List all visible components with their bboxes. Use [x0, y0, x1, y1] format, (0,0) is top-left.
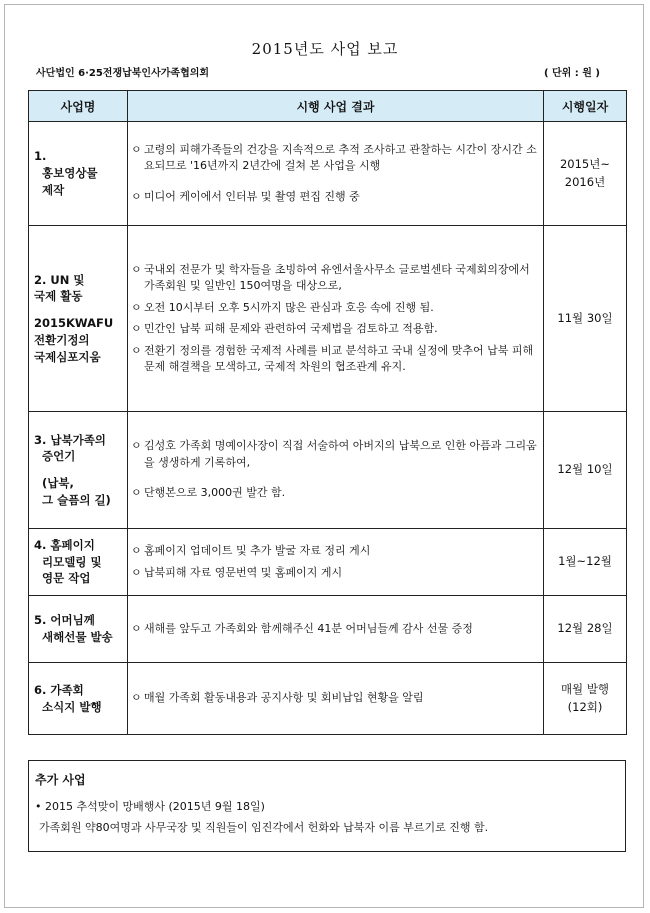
project-name-line: 국제 활동 [34, 289, 83, 304]
result-cell [128, 596, 544, 663]
result-text: 납북피해 자료 영문번역 및 홈페이지 게시 [144, 565, 343, 579]
result-item [131, 485, 540, 502]
circle-bullet-icon: ㅇ [131, 691, 142, 705]
project-name-cell [29, 122, 128, 226]
project-name-cell [29, 529, 128, 596]
header-project-name: 사업명 [29, 91, 128, 122]
project-name-line: 홍보영상물 [42, 166, 98, 181]
date-cell: 매월 발행 (12회) [544, 663, 627, 735]
result-item [131, 189, 540, 206]
project-name-line [34, 465, 123, 475]
circle-bullet-icon: ㅇ [131, 486, 142, 500]
additional-projects-title: 추가 사업 [35, 773, 86, 787]
result-item [131, 343, 540, 376]
circle-bullet-icon: ㅇ [131, 544, 142, 557]
table-row [29, 529, 627, 596]
additional-project-item: • 2015 추석맞이 망배행사 (2015년 9월 18일) [35, 800, 265, 813]
project-name-line: 4. 홈페이지 [34, 537, 95, 552]
date-cell: 11월 30일 [544, 226, 627, 412]
table-row [29, 663, 627, 735]
result-text: 민간인 납북 피해 문제와 관련하여 국제법을 검토하고 적용함. [144, 322, 438, 335]
table-row [29, 226, 627, 412]
result-text: 국내외 전문가 및 학자들을 초빙하여 유엔서울사무소 글로벌센타 국제회의장에서 가족회원 및 일반인 150여명을 대상으로, [144, 262, 530, 292]
result-item [131, 262, 540, 295]
project-name-cell [29, 226, 128, 412]
result-cell [128, 663, 544, 735]
project-name-line: 증언기 [42, 449, 76, 464]
result-text: 홈페이지 업데이트 및 추가 발굴 자료 정리 게시 [144, 544, 371, 557]
header-result: 시행 사업 결과 [128, 91, 544, 122]
project-name-line: 6. 가족회 [34, 682, 84, 697]
result-text: 전환기 정의를 경험한 국제적 사례를 비교 분석하고 국내 실정에 맞추어 납북 피해 문제 해결책을 모색하고, 국제적 차원의 협조관계 유지. [144, 343, 534, 373]
additional-project-detail: 가족회원 약80여명과 사무국장 및 직원들이 임진각에서 헌화와 납북자 이름 부르기로 진행 함. [39, 820, 489, 834]
result-cell [128, 226, 544, 412]
project-name-line: 영문 작업 [42, 571, 91, 586]
result-text: 단행본으로 3,000권 발간 함. [144, 486, 286, 500]
project-name-line: 국제심포지움 [34, 349, 101, 364]
project-name-line: 새해선물 발송 [42, 630, 113, 644]
result-item [131, 690, 540, 707]
project-name-cell [29, 412, 128, 529]
project-name-line [34, 305, 123, 315]
result-cell [128, 529, 544, 596]
report-table [28, 90, 627, 735]
project-name-line: 전환기정의 [34, 332, 90, 347]
result-item [131, 565, 540, 582]
result-text: 고령의 피해가족들의 건강을 지속적으로 추적 조사하고 관찰하는 시간이 장시간 소요되므로 '16년까지 2년간에 걸쳐 본 사업을 시행 [144, 142, 537, 173]
table-row [29, 596, 627, 663]
project-name-line: 5. 어머님께 [34, 613, 95, 628]
result-item [131, 543, 540, 560]
unit-note: ( 단위 : 원 ) [543, 68, 600, 79]
project-name-cell [29, 663, 128, 735]
result-item [131, 142, 540, 175]
project-name-line: (납북, [42, 476, 74, 490]
table-row [29, 122, 627, 226]
circle-bullet-icon: ㅇ [131, 142, 142, 156]
result-text: 미디어 케이에서 인터뷰 및 촬영 편집 진행 중 [144, 189, 360, 203]
result-text: 매월 가족회 활동내용과 공지사항 및 회비납입 현황을 알림 [144, 691, 424, 705]
date-cell: 1월~12월 [544, 529, 627, 596]
circle-bullet-icon: ㅇ [131, 439, 142, 453]
result-item [131, 300, 540, 317]
circle-bullet-icon: ㅇ [131, 621, 142, 635]
result-item [131, 321, 540, 338]
result-text: 오전 10시부터 오후 5시까지 많은 관심과 호응 속에 진행 됨. [144, 300, 434, 314]
project-name-line: 3. 납북가족의 [34, 432, 106, 447]
circle-bullet-icon: ㅇ [131, 300, 142, 314]
project-name-line: 2015KWAFU [34, 316, 114, 331]
result-item [131, 438, 540, 471]
circle-bullet-icon: ㅇ [131, 262, 142, 276]
circle-bullet-icon: ㅇ [131, 322, 142, 335]
project-name-line: 제작 [42, 182, 65, 197]
circle-bullet-icon: ㅇ [131, 189, 142, 203]
result-cell [128, 122, 544, 226]
project-name-line: 리모델링 및 [42, 554, 102, 569]
date-cell: 2015년~ 2016년 [544, 122, 627, 226]
project-name-line: 소식지 발행 [42, 699, 102, 714]
additional-projects [28, 760, 626, 852]
header-date: 시행일자 [544, 91, 627, 122]
table-header-row [29, 91, 627, 122]
project-name-line: 2. UN 및 [34, 272, 85, 287]
project-name-line: 1. [34, 149, 47, 164]
date-cell: 12월 10일 [544, 412, 627, 529]
result-text: 김성호 가족회 명예이사장이 직접 서술하여 아버지의 납북으로 인한 아픔과 그리움을 생생하게 기록하여, [144, 439, 537, 469]
table-row [29, 412, 627, 529]
project-name-line: 그 슬픔의 길) [42, 492, 111, 507]
circle-bullet-icon: ㅇ [131, 565, 142, 579]
circle-bullet-icon: ㅇ [131, 343, 142, 357]
result-item [131, 621, 540, 638]
project-name-cell [29, 596, 128, 663]
organization-name: 사단법인 6·25전쟁납북인사가족협의회 [36, 68, 210, 79]
date-cell: 12월 28일 [544, 596, 627, 663]
document-title: 2015년도 사업 보고 [251, 40, 399, 58]
result-text: 새해를 앞두고 가족회와 함께해주신 41분 어머님들께 감사 선물 증정 [144, 621, 473, 635]
result-cell [128, 412, 544, 529]
